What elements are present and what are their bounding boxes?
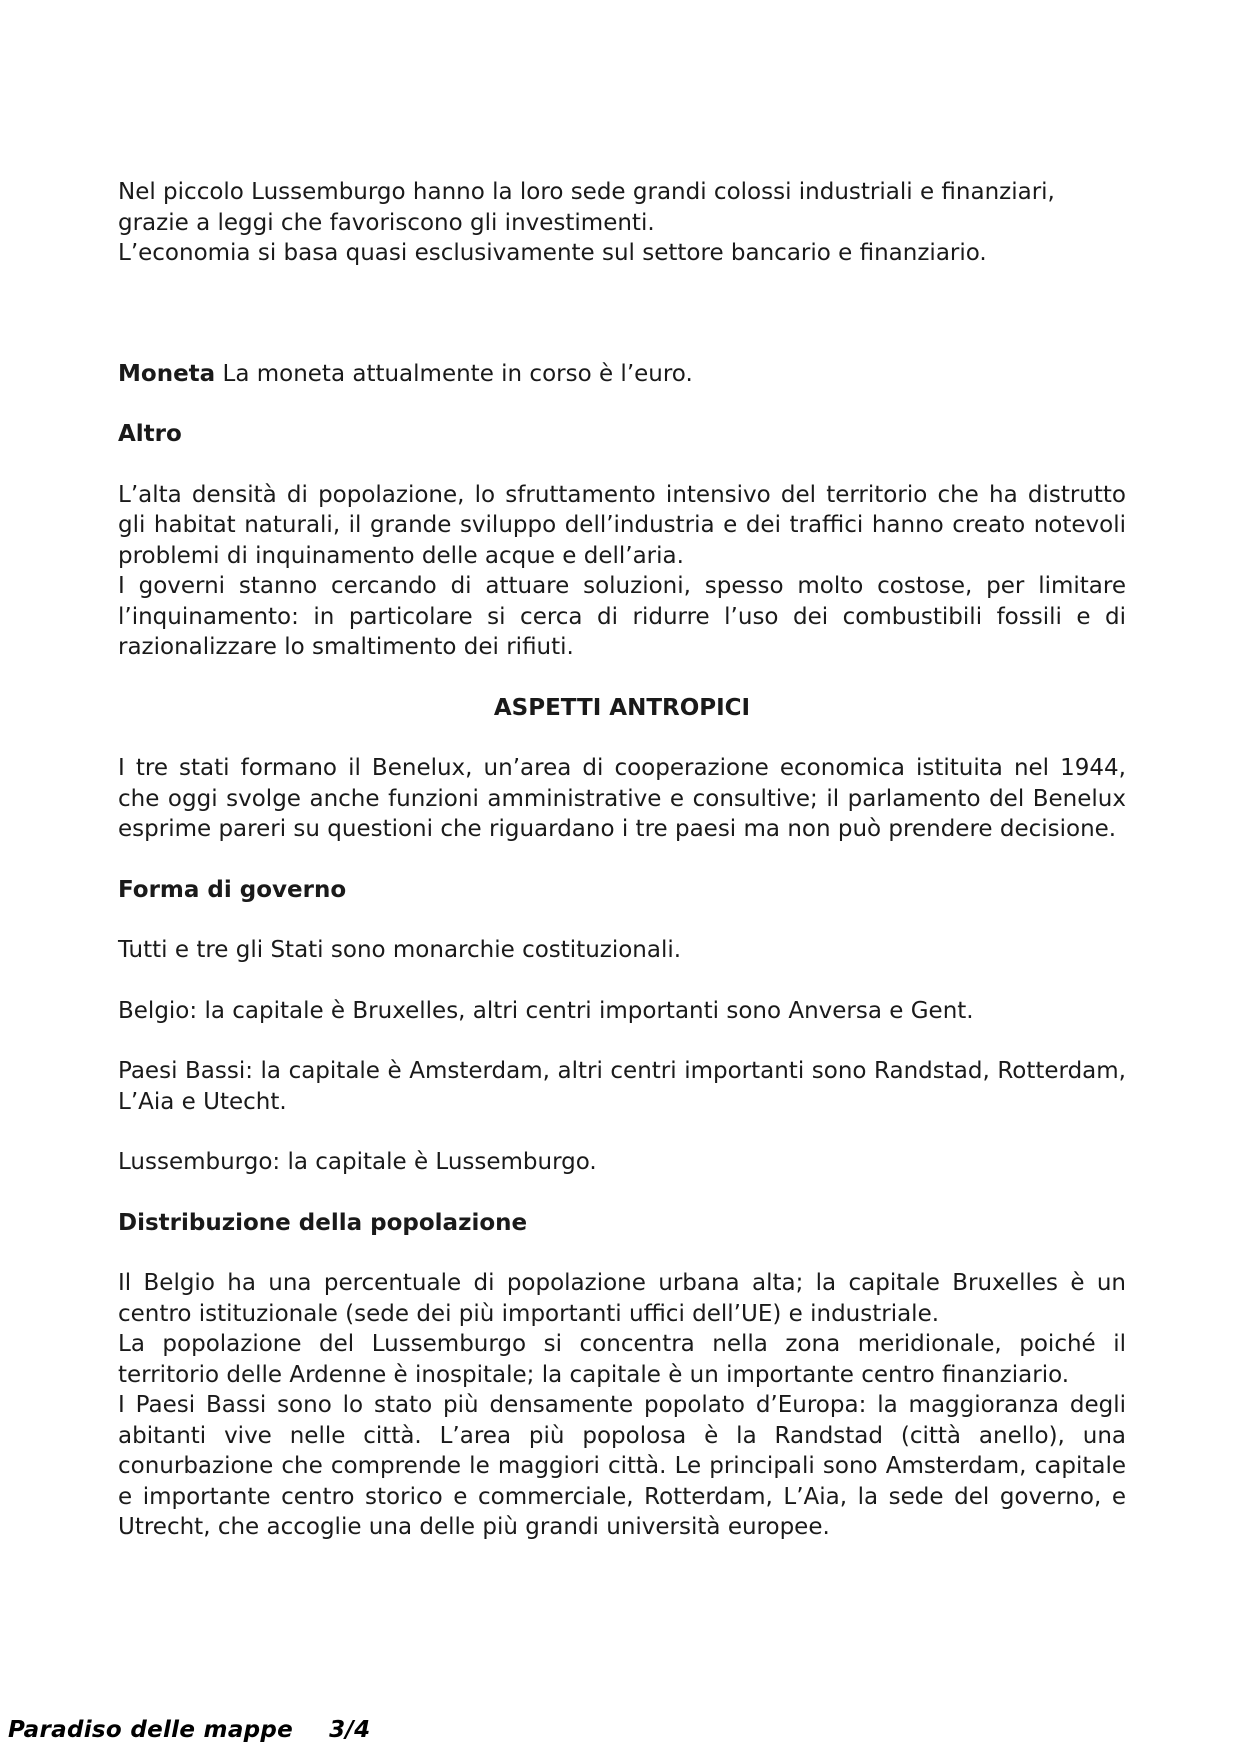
distribuzione-heading: Distribuzione della popolazione <box>118 1209 528 1236</box>
altro-heading: Altro <box>118 421 182 447</box>
distribuzione-paragraph-1: Il Belgio ha una percentuale di popolazione urbana alta; la capitale Bruxelles è un centro istituzionale (sede dei più importanti uffici dell’UE) e industriale. <box>118 1270 1126 1327</box>
document-body <box>118 177 1126 1543</box>
moneta-paragraph <box>118 359 1126 390</box>
intro-line-3: L’economia si basa quasi esclusivamente sul settore bancario e finanziario. <box>118 240 987 266</box>
altro-paragraph-2: I governi stanno cercando di attuare soluzioni, spesso molto costose, per limitare l’inquinamento: in particolare si cerca di ridurre l’uso dei combustibili fossili e di razionalizzare lo smaltimento dei rifiuti. <box>118 573 1126 660</box>
forma-di-governo-heading: Forma di governo <box>118 876 347 903</box>
belgio-paragraph: Belgio: la capitale è Bruxelles, altri centri importanti sono Anversa e Gent. <box>118 997 974 1024</box>
moneta-label: Moneta <box>118 360 216 387</box>
page-footer <box>8 1717 370 1743</box>
distribuzione-paragraph-2: La popolazione del Lussemburgo si concentra nella zona meridionale, poiché il territorio delle Ardenne è inospitale; la capitale è un importante centro finanziario. <box>118 1331 1126 1388</box>
altro-paragraph-1: L’alta densità di popolazione, lo sfruttamento intensivo del territorio che ha distrutto gli habitat naturali, il grande sviluppo dell’industria e dei traffici hanno creato notevoli problemi di inquinamento delle acque e dell’aria. <box>118 481 1126 569</box>
governo-paragraph: Tutti e tre gli Stati sono monarchie costituzionali. <box>118 937 682 963</box>
aspetti-paragraph: I tre stati formano il Benelux, un’area di cooperazione economica istituita nel 1944, che oggi svolge anche funzioni amministrative e consultive; il parlamento del Benelux esprime pareri su questioni che riguardano i tre paesi ma non può prendere decisione. <box>118 755 1126 842</box>
intro-line-2: grazie a leggi che favoriscono gli investimenti. <box>118 209 655 236</box>
lussemburgo-paragraph: Lussemburgo: la capitale è Lussemburgo. <box>118 1149 597 1175</box>
aspetti-antropici-heading: ASPETTI ANTROPICI <box>493 694 751 721</box>
footer-title: Paradiso delle mappe <box>8 1717 294 1743</box>
paesi-bassi-paragraph: Paesi Bassi: la capitale è Amsterdam, altri centri importanti sono Randstad, Rotterdam, L’Aia e Utecht. <box>118 1058 1126 1115</box>
distribuzione-paragraph-3: I Paesi Bassi sono lo stato più densamente popolato d’Europa: la maggioranza degli abitanti vive nelle città. L’area più popolosa è la Randstad (città anello), una conurbazione che comprende le maggiori città. Le principali sono Amsterdam, capitale e importante centro storico e commerciale, Rotterdam, L’Aia, la sede del governo, e Utrecht, che accoglie una delle più grandi università europee. <box>118 1392 1126 1540</box>
intro-line-1: Nel piccolo Lussemburgo hanno la loro sede grandi colossi industriali e finanziari, <box>118 179 1055 205</box>
moneta-text: La moneta attualmente in corso è l’euro. <box>215 360 693 387</box>
page-number: 3/4 <box>329 1717 371 1743</box>
